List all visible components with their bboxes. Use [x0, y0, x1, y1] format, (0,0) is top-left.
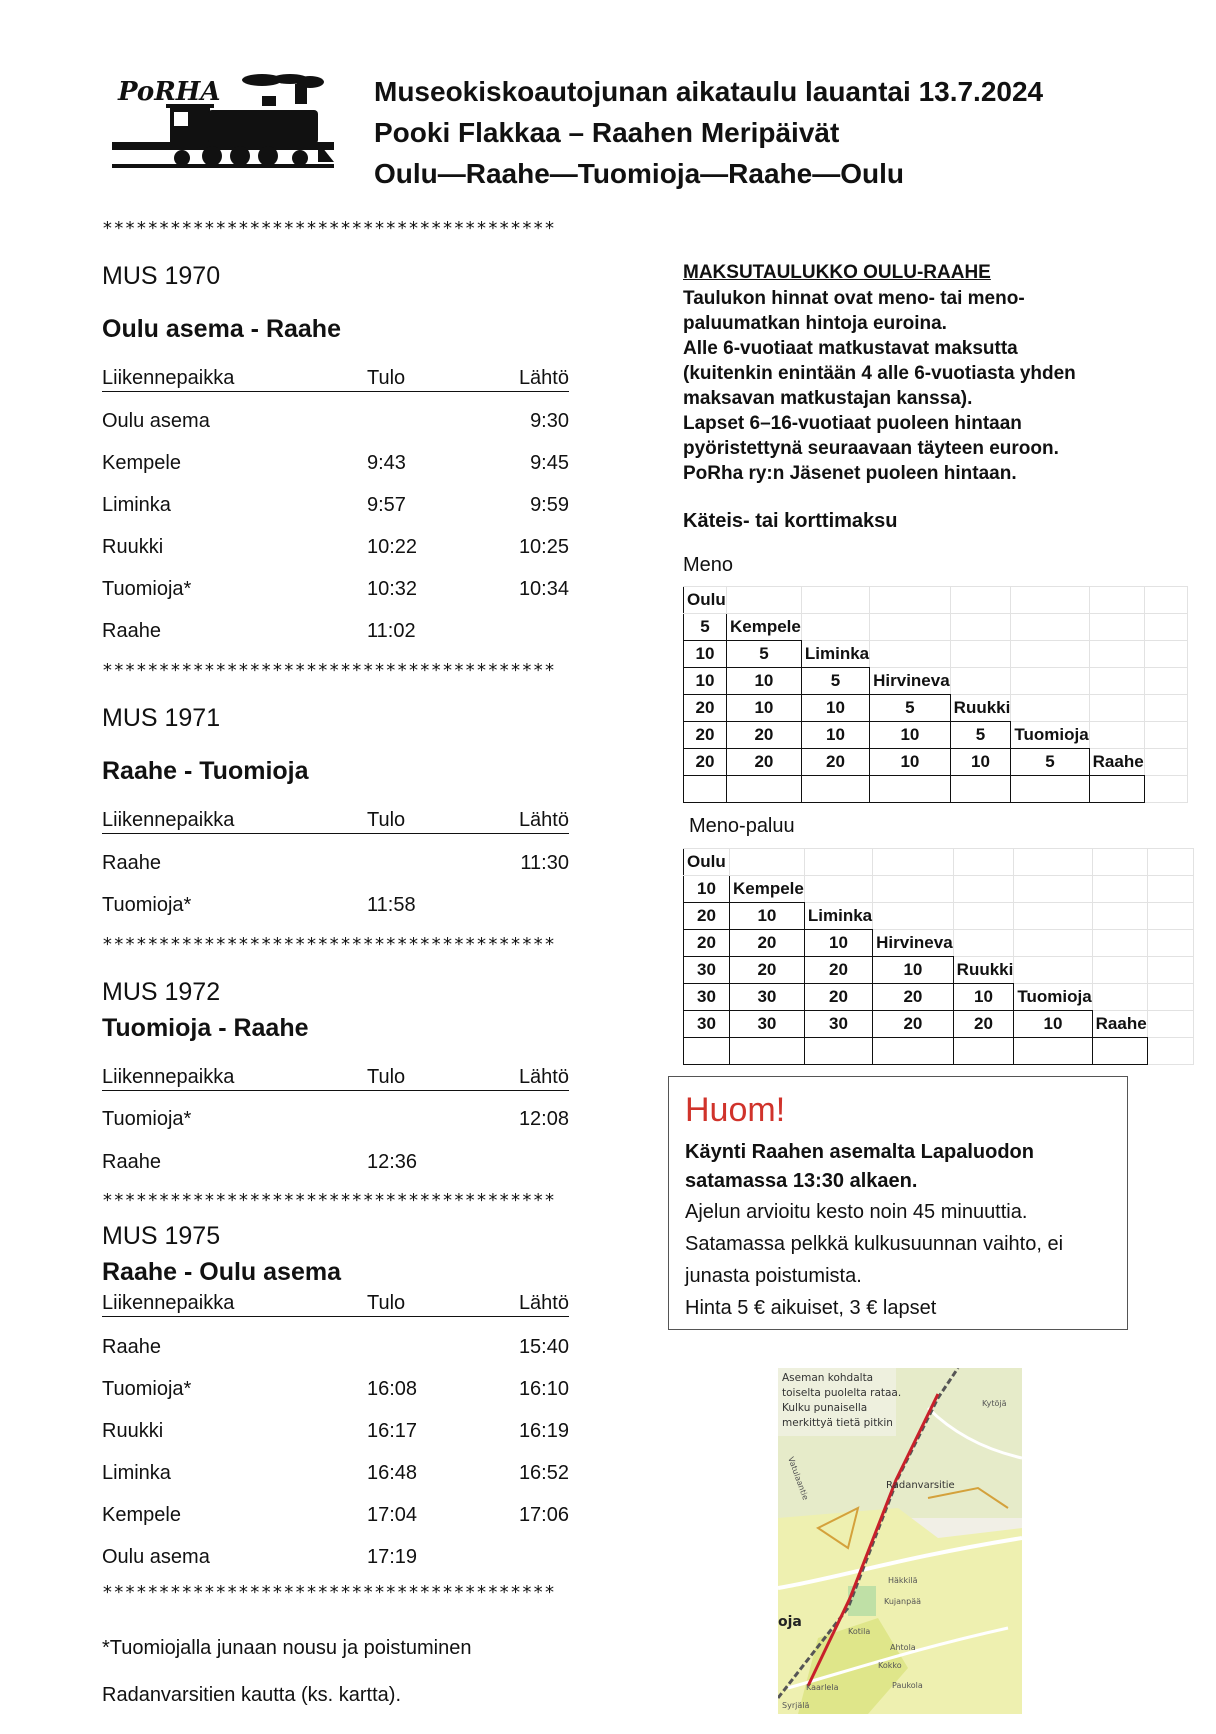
tuomioja-map: [778, 1368, 1022, 1714]
timetable-row: [102, 1420, 569, 1446]
col-depart: Lähtö: [518, 367, 569, 389]
pricing-line: PoRha ry:n Jäsenet puoleen hintaan.: [683, 463, 1017, 484]
oneway-label: Meno: [683, 554, 734, 576]
payment-method: Käteis- tai korttimaksu: [683, 510, 898, 532]
fare-price: 20: [730, 957, 805, 984]
col-place: Liikennepaikka: [102, 809, 235, 831]
fare-price: 30: [684, 1011, 730, 1038]
timetable-row: [102, 620, 569, 646]
fare-row: [684, 957, 1194, 984]
map-caption-line: Aseman kohdalta: [782, 1372, 874, 1384]
map-caption-line: merkittyä tietä pitkin: [782, 1417, 893, 1429]
pricing-line: maksavan matkustajan kanssa).: [683, 388, 973, 409]
train-number: MUS 1972: [102, 978, 221, 1006]
fare-price: 10: [953, 984, 1014, 1011]
train-route: Tuomioja - Raahe: [102, 1014, 309, 1042]
fare-origin: Oulu: [684, 849, 730, 876]
place: Tuomioja*: [102, 894, 192, 916]
timetable-header: [102, 367, 569, 392]
depart: 9:45: [530, 452, 569, 474]
separator: ****************************************: [102, 1190, 556, 1211]
fare-row: [684, 668, 1188, 695]
notice-bold-line: Käynti Raahen asemalta Lapaluodon: [685, 1141, 1034, 1163]
fare-row: [684, 876, 1194, 903]
timetable-row: [102, 1108, 569, 1134]
fare-price: 20: [727, 749, 802, 776]
map-label: Kokko: [878, 1661, 902, 1670]
place: Tuomioja*: [102, 1378, 192, 1400]
col-arrive: Tulo: [367, 1292, 406, 1314]
place: Oulu asema: [102, 410, 210, 432]
place: Tuomioja*: [102, 578, 192, 600]
porha-logo: [112, 70, 334, 170]
timetable-row: [102, 1336, 569, 1362]
notice-line: Hinta 5 € aikuiset, 3 € lapset: [685, 1297, 937, 1319]
timetable-header: [102, 1066, 569, 1091]
map-label: Kotila: [848, 1627, 871, 1636]
fare-price: 5: [684, 614, 727, 641]
col-place: Liikennepaikka: [102, 1066, 235, 1088]
fare-price: 5: [1011, 749, 1089, 776]
fare-table-return: [683, 848, 1194, 1065]
notice-heading: Huom!: [685, 1091, 786, 1129]
arrive: 9:43: [367, 452, 406, 474]
map-label: Kujanpää: [884, 1597, 921, 1606]
place: Ruukki: [102, 1420, 164, 1442]
pricing-line: Taulukon hinnat ovat meno- tai meno-: [683, 288, 1025, 309]
pricing-line: paluumatkan hintoja euroina.: [683, 313, 947, 334]
fare-price: 20: [684, 695, 727, 722]
fare-station: Hirvineva: [873, 930, 954, 957]
col-depart: Lähtö: [518, 1292, 569, 1314]
notice-line: Satamassa pelkkä kulkusuunnan vaihto, ei: [685, 1233, 1064, 1255]
train-route: Raahe - Tuomioja: [102, 757, 309, 785]
fare-price: 20: [684, 749, 727, 776]
timetable-row: [102, 1151, 569, 1177]
map-label: Radanvarsitie: [886, 1480, 955, 1491]
arrive: 16:17: [367, 1420, 418, 1442]
timetable-row: [102, 1462, 569, 1488]
depart: 9:59: [530, 494, 569, 516]
notice-line: junasta poistumista.: [685, 1265, 862, 1287]
train-route: Raahe - Oulu asema: [102, 1258, 341, 1286]
fare-price: 10: [801, 722, 869, 749]
logo-text: PoRHA: [118, 77, 221, 107]
arrive: 11:58: [367, 894, 416, 916]
fare-price: 5: [870, 695, 951, 722]
fare-price: 20: [953, 1011, 1014, 1038]
arrive: 9:57: [367, 494, 406, 516]
notice-line: Ajelun arvioitu kesto noin 45 minuuttia.: [685, 1201, 1028, 1223]
fare-station: Kempele: [730, 876, 805, 903]
map-label: Syrjälä: [782, 1701, 810, 1710]
place: Raahe: [102, 1336, 161, 1358]
timetable-row: [102, 494, 569, 520]
separator: ****************************************: [102, 934, 556, 955]
map-label: Paukola: [892, 1681, 923, 1690]
fare-station: Ruukki: [950, 695, 1011, 722]
col-depart: Lähtö: [518, 1066, 569, 1088]
fare-price: 10: [727, 668, 802, 695]
fare-origin: Oulu: [684, 587, 727, 614]
footnote-line-2: Radanvarsitien kautta (ks. kartta).: [102, 1684, 402, 1706]
map-label: oja: [778, 1614, 802, 1630]
timetable-header: [102, 1292, 569, 1317]
fare-row: [684, 695, 1188, 722]
arrive: 12:36: [367, 1151, 418, 1173]
fare-price: 30: [730, 1011, 805, 1038]
depart: 11:30: [520, 852, 569, 874]
fare-price: 30: [684, 957, 730, 984]
fare-price: 20: [730, 930, 805, 957]
timetable-row: [102, 894, 569, 920]
map-label: Häkkilä: [888, 1576, 918, 1585]
fare-price: 10: [870, 722, 951, 749]
arrive: 11:02: [367, 620, 416, 642]
map-caption-line: Kulku punaisella: [782, 1402, 868, 1414]
return-label: Meno-paluu: [689, 815, 795, 837]
title-line-1: Museokiskoautojunan aikataulu lauantai 13.7.2024: [374, 76, 1044, 107]
fare-row: [684, 930, 1194, 957]
fare-price: 10: [801, 695, 869, 722]
col-arrive: Tulo: [367, 809, 406, 831]
fare-station: Raahe: [1092, 1011, 1147, 1038]
depart: 16:52: [518, 1462, 569, 1484]
arrive: 10:32: [367, 578, 418, 600]
fare-price: 10: [684, 876, 730, 903]
fare-price: 10: [684, 668, 727, 695]
fare-station: Liminka: [801, 641, 869, 668]
timetable-header: [102, 809, 569, 834]
place: Liminka: [102, 1462, 171, 1484]
fare-station: Raahe: [1089, 749, 1144, 776]
fare-price: 10: [873, 957, 954, 984]
depart: 16:10: [518, 1378, 569, 1400]
fare-row: [684, 722, 1188, 749]
fare-row: [684, 984, 1194, 1011]
fare-row: [684, 641, 1188, 668]
train-number: MUS 1971: [102, 704, 221, 732]
depart: 10:34: [518, 578, 569, 600]
pricing-line: pyöristettynä seuraavaan täyteen euroon.: [683, 438, 1059, 459]
fare-price: 20: [804, 957, 872, 984]
col-depart: Lähtö: [518, 809, 569, 831]
arrive: 17:04: [367, 1504, 418, 1526]
fare-price: 10: [950, 749, 1011, 776]
fare-station: Kempele: [727, 614, 802, 641]
fare-price: 10: [684, 641, 727, 668]
fare-price: 5: [950, 722, 1011, 749]
separator: ****************************************: [102, 660, 556, 681]
arrive: 10:22: [367, 536, 418, 558]
title-line-3: Oulu—Raahe—Tuomioja—Raahe—Oulu: [374, 158, 904, 189]
pricing-text: [683, 286, 1123, 486]
fare-price: 20: [727, 722, 802, 749]
fare-price: 30: [684, 984, 730, 1011]
fare-price: 20: [684, 722, 727, 749]
timetable-row: [102, 1504, 569, 1530]
col-place: Liikennepaikka: [102, 367, 235, 389]
pricing-title: MAKSUTAULUKKO OULU-RAAHE: [683, 262, 991, 283]
place: Oulu asema: [102, 1546, 210, 1568]
depart: 15:40: [518, 1336, 569, 1358]
notice-box: [668, 1076, 1128, 1330]
depart: 16:19: [518, 1420, 569, 1442]
timetable-row: [102, 852, 569, 878]
depart: 9:30: [530, 410, 569, 432]
train-number: MUS 1970: [102, 262, 221, 290]
map-label: Vatulaantie: [786, 1455, 811, 1502]
fare-price: 10: [730, 903, 805, 930]
timetable-row: [102, 1378, 569, 1404]
title-line-2: Pooki Flakkaa – Raahen Meripäivät: [374, 117, 840, 148]
place: Ruukki: [102, 536, 164, 558]
place: Liminka: [102, 494, 171, 516]
timetable-row: [102, 578, 569, 604]
place: Raahe: [102, 852, 161, 874]
arrive: 16:48: [367, 1462, 418, 1484]
fare-price: 10: [1014, 1011, 1092, 1038]
fare-price: 20: [873, 1011, 954, 1038]
col-place: Liikennepaikka: [102, 1292, 235, 1314]
fare-station: Tuomioja: [1014, 984, 1092, 1011]
fare-row: [684, 903, 1194, 930]
train-route: Oulu asema - Raahe: [102, 315, 341, 343]
notice-bold-line: satamassa 13:30 alkaen.: [685, 1170, 918, 1192]
arrive: 17:19: [367, 1546, 418, 1568]
separator: ****************************************: [102, 1582, 556, 1603]
fare-row: [684, 749, 1188, 776]
pricing-line: Lapset 6–16-vuotiaat puoleen hintaan: [683, 413, 1022, 434]
map-label: Ahtola: [890, 1643, 916, 1652]
fare-price: 20: [684, 903, 730, 930]
depart: 17:06: [518, 1504, 569, 1526]
fare-row: [684, 614, 1188, 641]
place: Raahe: [102, 620, 161, 642]
fare-station: Ruukki: [953, 957, 1014, 984]
depart: 12:08: [518, 1108, 569, 1130]
fare-price: 5: [801, 668, 869, 695]
fare-price: 10: [870, 749, 951, 776]
place: Kempele: [102, 452, 181, 474]
timetable-row: [102, 536, 569, 562]
place: Tuomioja*: [102, 1108, 192, 1130]
col-arrive: Tulo: [367, 367, 406, 389]
timetable-row: [102, 1546, 569, 1572]
pricing-line: Alle 6-vuotiaat matkustavat maksutta: [683, 338, 1018, 359]
fare-price: 30: [804, 1011, 872, 1038]
fare-price: 20: [804, 984, 872, 1011]
fare-price: 20: [801, 749, 869, 776]
fare-row: [684, 1011, 1194, 1038]
fare-price: 20: [684, 930, 730, 957]
place: Kempele: [102, 1504, 181, 1526]
timetable-row: [102, 452, 569, 478]
fare-station: Tuomioja: [1011, 722, 1089, 749]
map-label: Kytöjä: [982, 1399, 1007, 1408]
fare-station: Hirvineva: [870, 668, 951, 695]
arrive: 16:08: [367, 1378, 418, 1400]
col-arrive: Tulo: [367, 1066, 406, 1088]
depart: 10:25: [518, 536, 569, 558]
fare-price: 10: [727, 695, 802, 722]
separator: ****************************************: [102, 218, 556, 239]
map-caption-line: toiselta puolelta rataa.: [782, 1387, 902, 1399]
map-label: Kaarlela: [806, 1683, 839, 1692]
pricing-line: (kuitenkin enintään 4 alle 6-vuotiasta yhden: [683, 363, 1076, 384]
fare-station: Liminka: [804, 903, 872, 930]
fare-price: 10: [804, 930, 872, 957]
fare-price: 20: [873, 984, 954, 1011]
place: Raahe: [102, 1151, 161, 1173]
fare-table-oneway: [683, 586, 1188, 803]
fare-price: 30: [730, 984, 805, 1011]
footnote-line-1: *Tuomiojalla junaan nousu ja poistuminen: [102, 1637, 472, 1659]
timetable-row: [102, 410, 569, 436]
train-number: MUS 1975: [102, 1222, 221, 1250]
fare-price: 5: [727, 641, 802, 668]
